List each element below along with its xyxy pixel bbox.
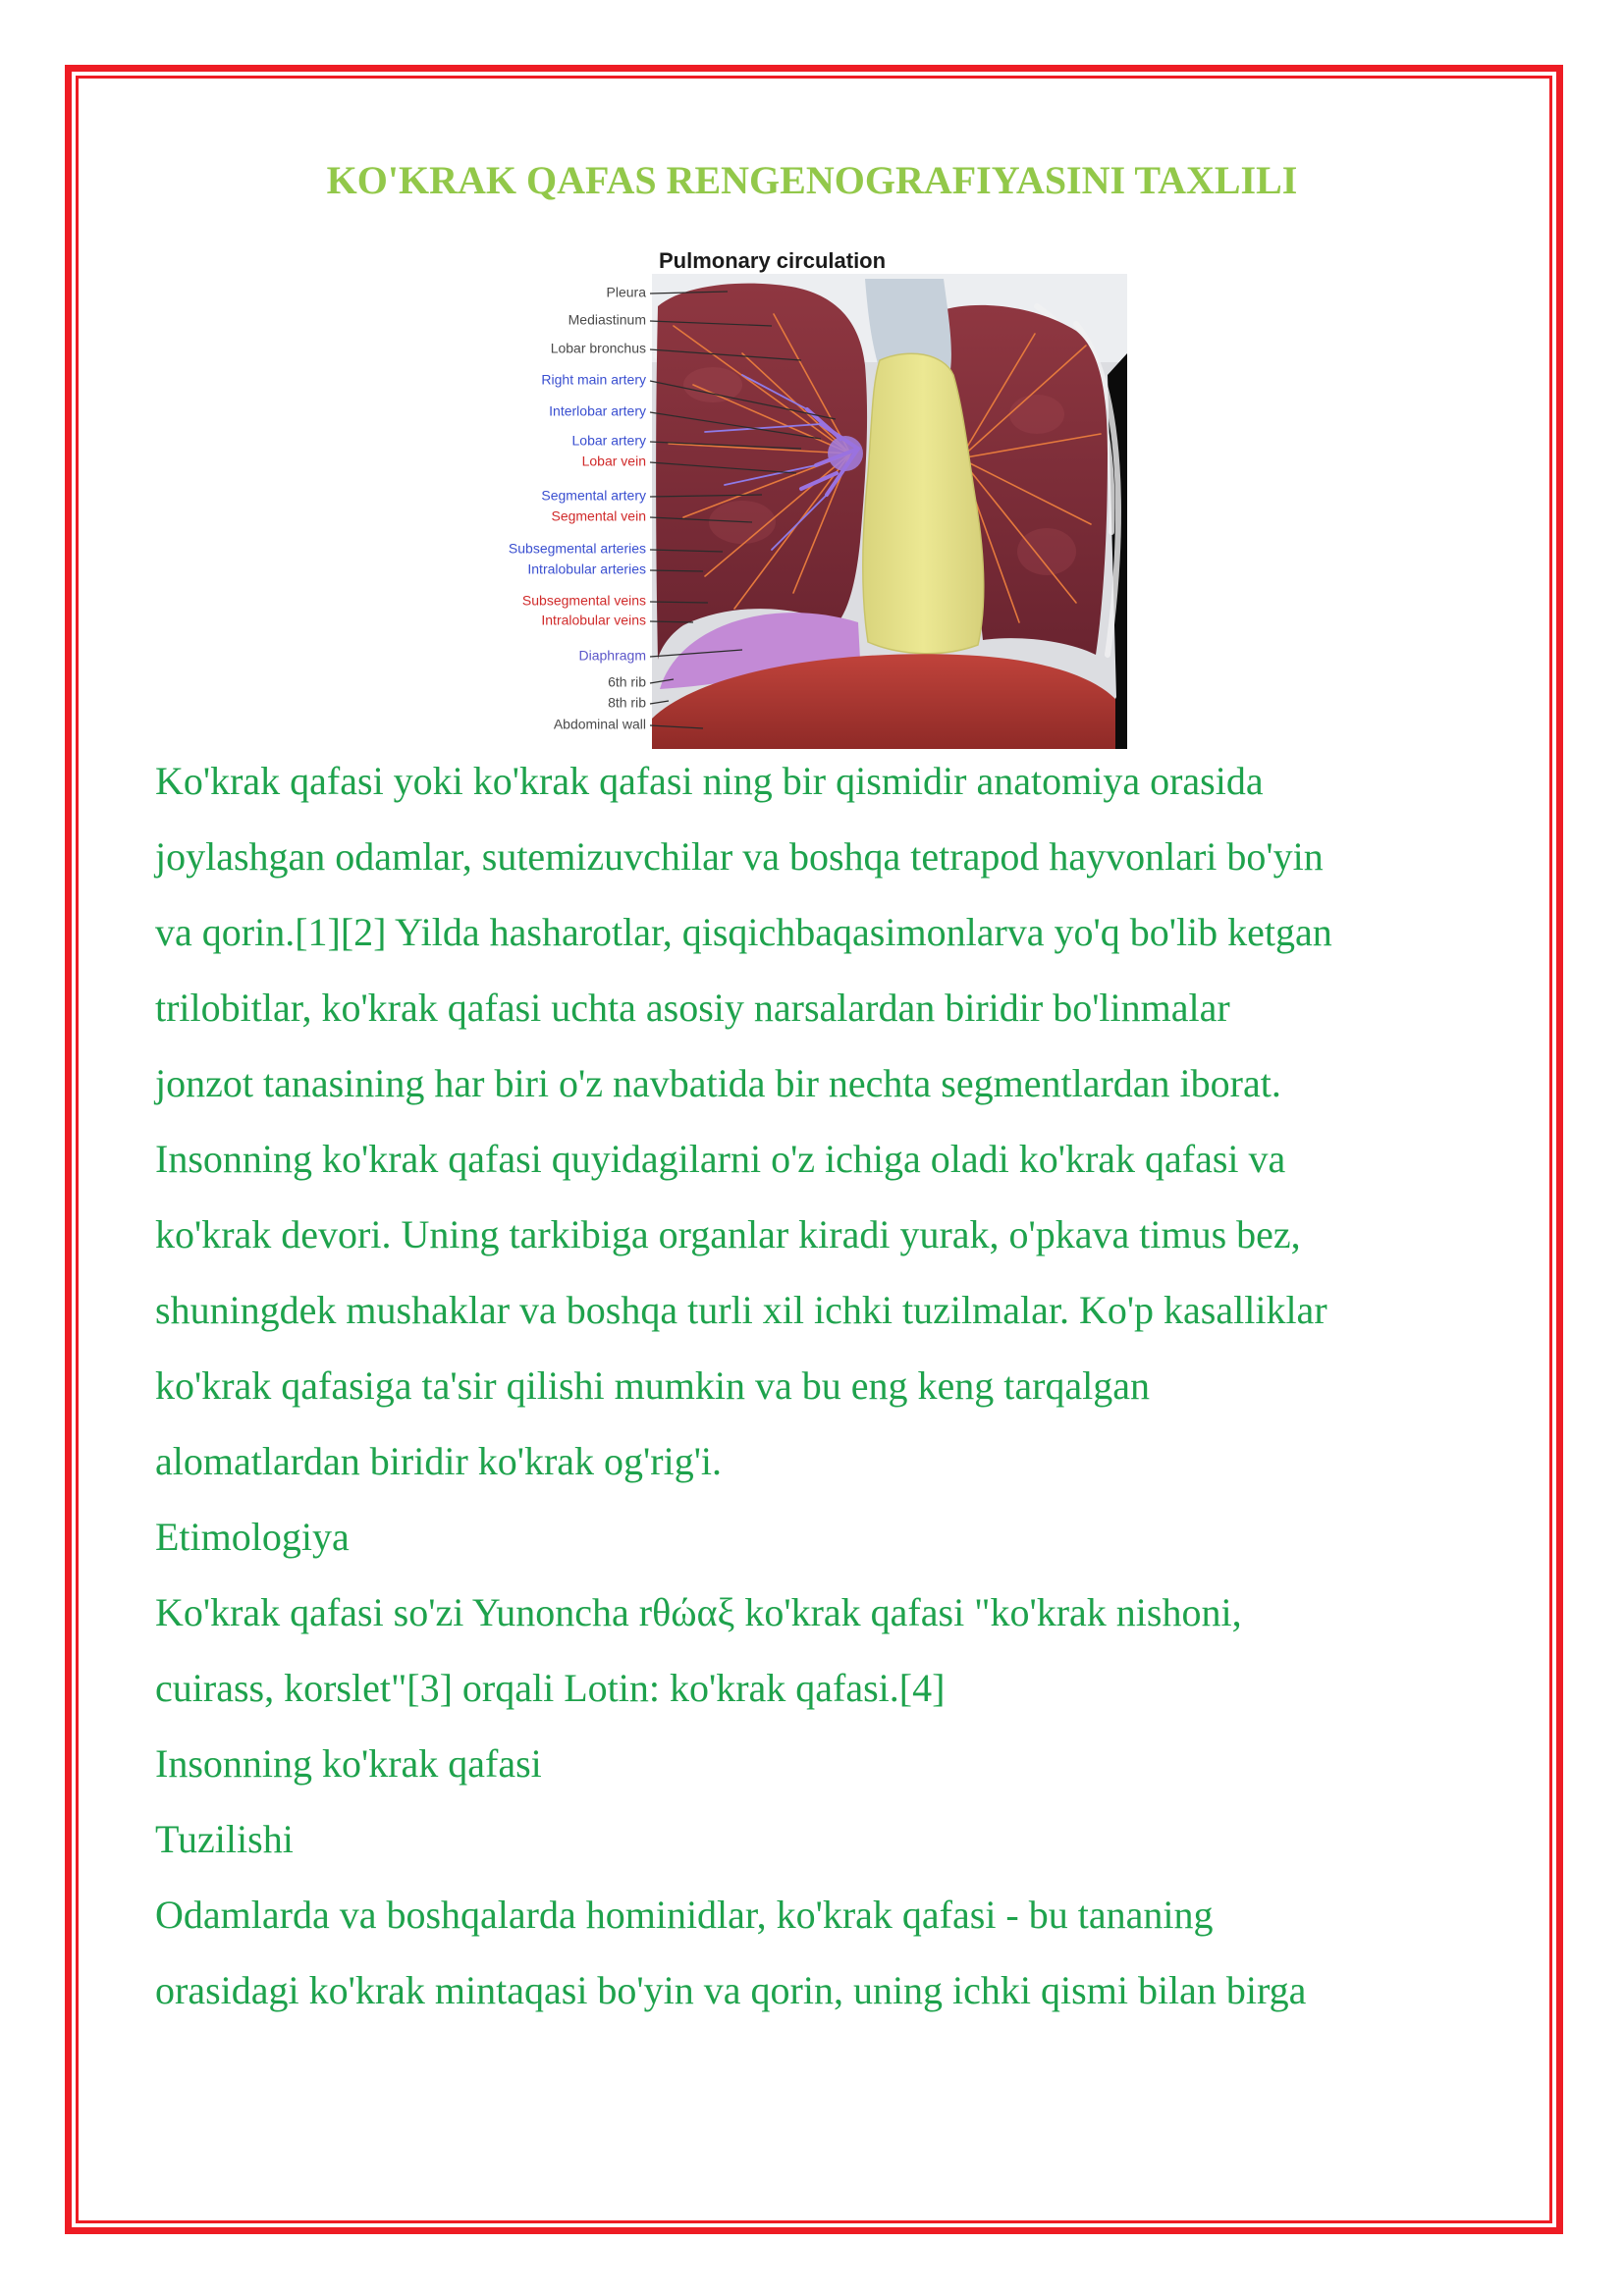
text-line: ko'krak devori. Uning tarkibiga organlar kiradi yurak, o'pkava timus bez, (155, 1212, 1301, 1256)
figure-label: Abdominal wall (553, 716, 646, 732)
text-line: cuirass, korslet"[3] orqali Lotin: ko'krak qafasi.[4] (155, 1666, 946, 1710)
lung-texture (1017, 528, 1076, 575)
figure-label: Interlobar artery (549, 402, 646, 419)
text-line: Ko'krak qafasi yoki ko'krak qafasi ning bir qismidir anatomiya orasida (155, 759, 1264, 803)
section-heading-human-thorax (155, 1726, 1540, 1801)
lung-texture (1009, 395, 1064, 434)
figure-label: Segmental vein (551, 507, 646, 524)
text-line: Odamlarda va boshqalarda hominidlar, ko'krak qafasi - bu tananing (155, 1893, 1214, 1937)
paragraph-structure (155, 1877, 1540, 2028)
lung-illustration (652, 274, 1127, 749)
section-heading-etymology (155, 1499, 1540, 1575)
text-line: ko'krak qafasiga ta'sir qilishi mumkin va bu eng keng tarqalgan (155, 1363, 1151, 1408)
section-heading: Etimologiya (155, 1515, 350, 1559)
figure-label: Lobar artery (571, 432, 646, 449)
figure-label: Diaphragm (578, 647, 646, 664)
figure-label: Segmental artery (541, 487, 646, 504)
figure-label: Pleura (606, 284, 646, 300)
lung-texture (683, 367, 742, 402)
figure-label: Right main artery (541, 371, 646, 388)
text-line: orasidagi ko'krak mintaqasi bo'yin va qorin, uning ichki qismi bilan birga (155, 1968, 1307, 2012)
figure-title: Pulmonary circulation (659, 248, 887, 273)
figure-label: Intralobular arteries (527, 561, 646, 577)
figure-label: Lobar vein (581, 453, 646, 469)
figure-label: Mediastinum (568, 311, 646, 328)
section-heading-structure (155, 1801, 1540, 1877)
paragraph-etymology (155, 1575, 1540, 1726)
figure-label: 6th rib (608, 673, 646, 690)
section-heading: Tuzilishi (155, 1817, 294, 1861)
text-line: jonzot tanasining har biri o'z navbatida bir nechta segmentlardan iborat. (155, 1061, 1281, 1105)
paragraph-intro (155, 743, 1540, 1499)
section-heading: Insonning ko'krak qafasi (155, 1741, 542, 1786)
text-line: alomatlardan biridir ko'krak og'rig'i. (155, 1439, 723, 1483)
pulmonary-circulation-figure (448, 238, 1127, 749)
text-line: shuningdek mushaklar va boshqa turli xil ichki tuzilmalar. Ko'p kasalliklar (155, 1288, 1327, 1332)
figure-label: Subsegmental veins (521, 592, 646, 609)
figure-label: Intralobular veins (541, 612, 646, 628)
figure-label: 8th rib (608, 694, 646, 711)
document-body (155, 743, 1540, 2028)
right-lung (656, 284, 867, 660)
text-line: Ko'krak qafasi so'zi Yunoncha rθώαξ ko'krak qafasi "ko'krak nishoni, (155, 1590, 1242, 1634)
text-line: va qorin.[1][2] Yilda hasharotlar, qisqichbaqasimonlarva yo'q bo'lib ketgan (155, 910, 1332, 954)
figure-label: Lobar bronchus (550, 340, 646, 356)
text-line: joylashgan odamlar, sutemizuvchilar va boshqa tetrapod hayvonlari bo'yin (155, 834, 1324, 879)
text-line: Insonning ko'krak qafasi quyidagilarni o'z ichiga oladi ko'krak qafasi va (155, 1137, 1286, 1181)
document-title: KO'KRAK QAFAS RENGENOGRAFIYASINI TAXLILI (326, 158, 1298, 202)
figure-label: Subsegmental arteries (508, 540, 646, 557)
text-line: trilobitlar, ko'krak qafasi uchta asosiy narsalardan biridir bo'linmalar (155, 986, 1230, 1030)
